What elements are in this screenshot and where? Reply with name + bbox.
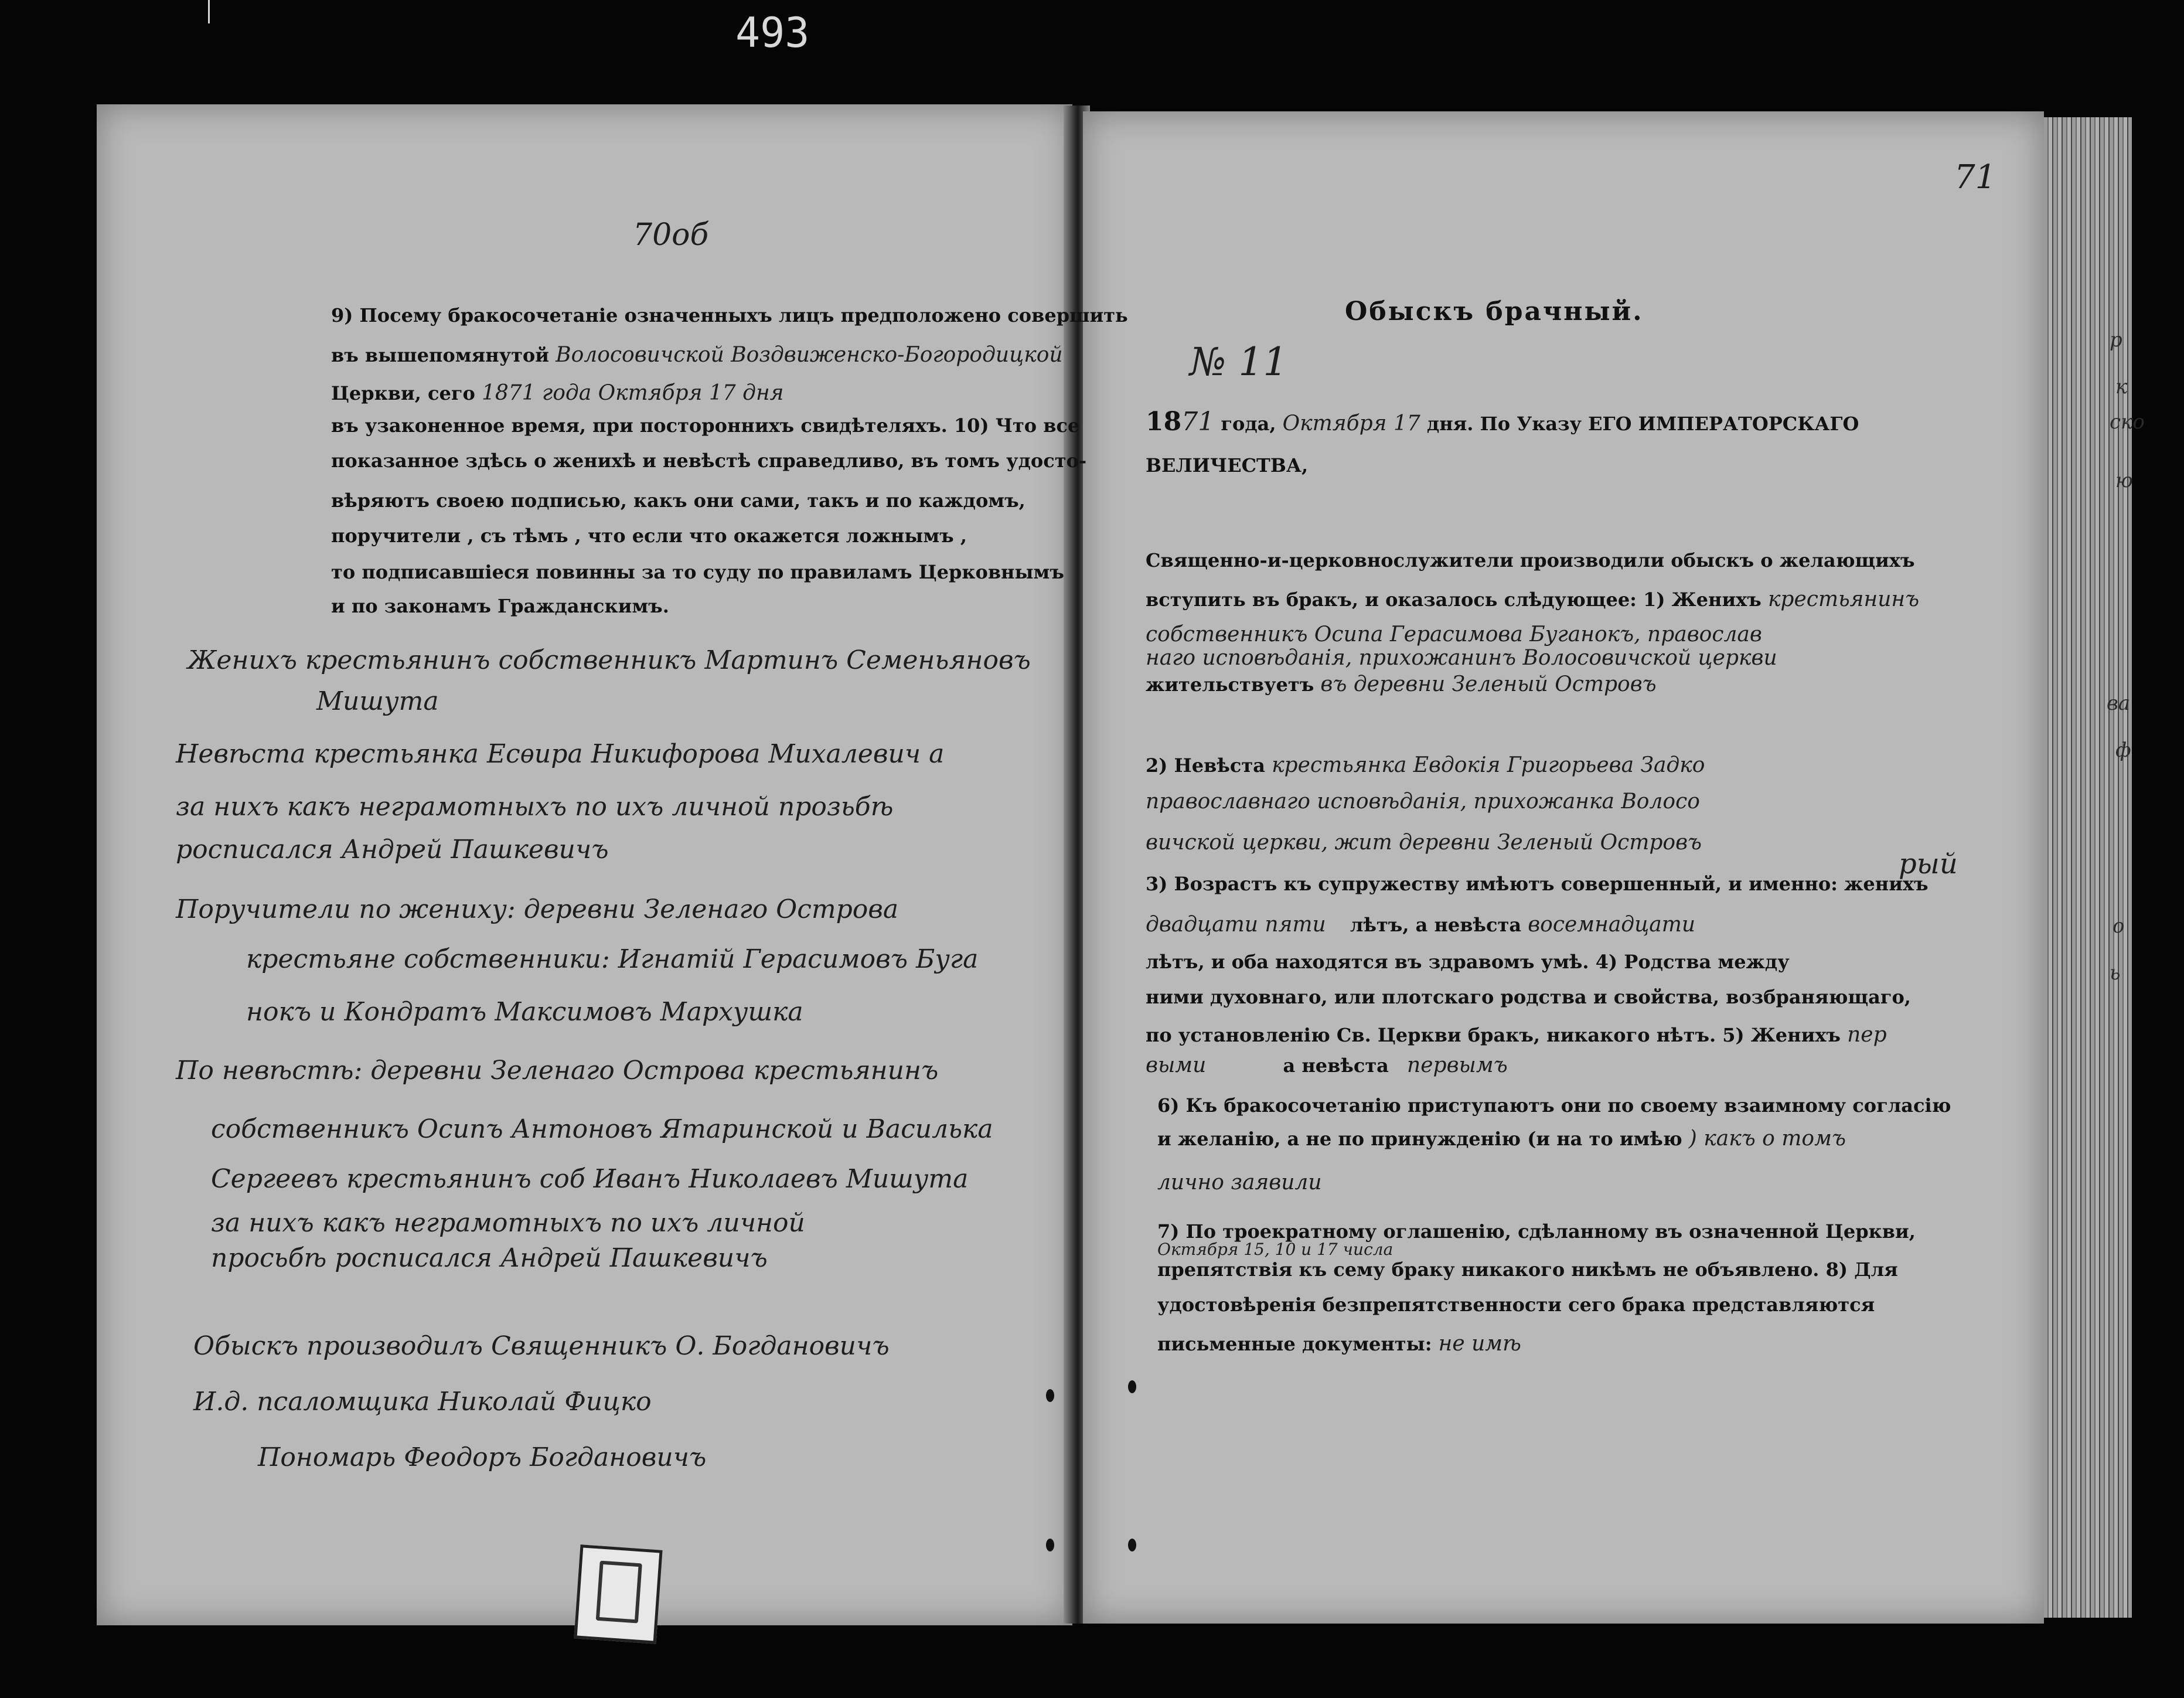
bride-details-line: православнаго исповѣданія, прихожанка Волосо	[1146, 790, 1700, 814]
groom-sureties-line: крестьяне собственники: Игнатій Герасимовъ Буга	[246, 944, 979, 974]
clause9-line4: въ узаконенное время, при постороннихъ свидѣтеляхъ. 10) Что все	[331, 414, 1080, 437]
edge-fragment: ю	[2115, 469, 2133, 492]
clause9-line5: показанное здѣсь о женихѣ и невѣстѣ справедливо, въ томъ удосто-	[331, 450, 1087, 472]
impediment-line: препятствія къ сему браку никакого никѣмъ не объявлено. 8) Для	[1157, 1258, 1898, 1281]
bride-details-line: вичской церкви, жит деревни Зеленый Островъ	[1146, 831, 1702, 855]
clause9-line6: вѣряютъ своею подписью, какъ они сами, такъ и по каждомъ,	[331, 489, 1025, 512]
binder-clip	[574, 1544, 662, 1644]
clause9-line2: въ вышепомянутой Волосовичской Воздвиженско-Богородицкой	[331, 343, 1063, 367]
groom-sureties-line: Поручители по жениху: деревни Зеленаго Острова	[176, 894, 899, 924]
clergy-signature: Обыскъ производилъ Священникъ О. Богдановичъ	[193, 1331, 890, 1361]
edge-fragment: ско	[2110, 410, 2145, 434]
binding-hole	[1046, 1539, 1054, 1551]
consent-line: 6) Къ бракосочетанію приступаютъ они по своему взаимному согласію	[1157, 1094, 1951, 1117]
archive-number: 493	[735, 9, 810, 57]
clause9-line1: 9) Посему бракосочетаніе означенныхъ лицъ предположено совершить	[331, 304, 1128, 326]
documents-line: удостовѣренія безпрепятственности сего брака представляются	[1157, 1294, 1875, 1316]
clergy-signature: И.д. псаломщика Николай Фицко	[193, 1387, 652, 1417]
groom-signature-line: Женихъ крестьянинъ собственникъ Мартинъ Семеньяновъ	[188, 645, 1031, 675]
bride-sureties-line: просьбѣ росписался Андрей Пашкевичъ	[211, 1243, 768, 1273]
edge-fragment: о	[2113, 914, 2125, 938]
margin-note: рый	[1899, 848, 1958, 880]
ages-line: двадцати пяти лѣтъ, а невѣста восемнадцати	[1146, 913, 1696, 937]
bride-sureties-line: По невѣстѣ: деревни Зеленаго Острова крестьянинъ	[176, 1056, 939, 1086]
kinship-line: ними духовнаго, или плотскаго родства и свойства, возбраняющаго,	[1146, 986, 1911, 1008]
margin-tick	[208, 0, 210, 23]
marry-line: вступить въ бракъ, и оказалось слѣдующее: 1) Женихъ крестьянинъ	[1146, 587, 1920, 611]
binding-hole	[1128, 1380, 1136, 1393]
edge-fragment: ва	[2107, 692, 2131, 715]
groom-details-line: собственникъ Осипа Герасимова Буганокъ, православ	[1146, 622, 1762, 646]
first-marriage-line: выми а невѣста первымъ	[1146, 1053, 1508, 1077]
clergy-signature: Пономарь Феодоръ Богдановичъ	[258, 1442, 707, 1472]
will-handwritten: лично заявили	[1157, 1170, 1322, 1195]
bride-signature-line: за нихъ какъ неграмотныхъ по ихъ личной прозьбѣ	[176, 792, 894, 822]
groom-signature-line: Мишута	[316, 686, 439, 716]
binding-hole	[1128, 1539, 1136, 1551]
document-title: Обыскъ брачный.	[1345, 297, 1644, 326]
groom-details-line: наго исповѣданія, прихожанинъ Волосовичской церкви	[1146, 646, 1777, 670]
clause9-line3: Церкви, сего 1871 года Октября 17 дня	[331, 381, 784, 405]
banns-dates: Октября 15, 10 и 17 числа	[1157, 1240, 1393, 1259]
binding-hole	[1046, 1389, 1054, 1402]
bride-signature-line: росписался Андрей Пашкевичъ	[176, 835, 609, 865]
left-sheet-number: 70об	[633, 217, 709, 253]
law-line: по установленію Св. Церкви бракъ, никакого нѣтъ. 5) Женихъ пер	[1146, 1023, 1887, 1047]
edge-fragment: р	[2110, 328, 2122, 352]
right-sheet-number: 71	[1954, 158, 1996, 196]
edge-fragment: ф	[2115, 739, 2131, 762]
bride-line: 2) Невѣста крестьянка Евдокія Григорьева Задко	[1146, 753, 1705, 777]
clause9-line8: то подписавшіеся повинны за то суду по правиламъ Церковнымъ	[331, 561, 1064, 583]
age-line: 3) Возрастъ къ супружеству имѣютъ совершенный, и именно: женихъ	[1146, 873, 1929, 895]
clergy-line: Священно-и-церковнослужители производили обыскъ о желающихъ	[1146, 549, 1915, 571]
groom-sureties-line: нокъ и Кондратъ Максимовъ Мархушка	[246, 997, 803, 1027]
bride-sureties-line: за нихъ какъ неграмотныхъ по ихъ личной	[211, 1208, 805, 1238]
record-number: № 11	[1190, 339, 1288, 384]
edge-fragment: к	[2115, 375, 2128, 399]
will-line: и желанію, а не по принужденію (и на то имѣю ) какъ о томъ	[1157, 1127, 1846, 1151]
residence-line: жительствуетъ въ деревни Зеленый Островъ	[1146, 672, 1657, 696]
banns-line: 7) По троекратному оглашенію, сдѣланному въ означенной Церкви,	[1157, 1220, 1916, 1243]
bride-sureties-line: Сергеевъ крестьянинъ соб Иванъ Николаевъ Мишута	[211, 1164, 969, 1194]
edge-fragment: ь	[2110, 961, 2121, 985]
bride-signature-line: Невѣста крестьянка Есѳира Никифорова Михалевич а	[176, 739, 945, 769]
health-line: лѣтъ, и оба находятся въ здравомъ умѣ. 4) Родства между	[1146, 951, 1790, 973]
majesty-line: ВЕЛИЧЕСТВА,	[1146, 454, 1309, 477]
bride-sureties-line: собственникъ Осипъ Антоновъ Ятаринской и Василька	[211, 1114, 993, 1144]
clause9-line7: поручители , съ тѣмъ , что если что окажется ложнымъ ,	[331, 525, 967, 547]
clause9-line9: и по законамъ Гражданскимъ.	[331, 595, 669, 617]
date-line: 1871 года, Октября 17 дня. По Указу ЕГО ИМПЕРАТОРСКАГО	[1146, 407, 1859, 437]
written-docs-line: письменные документы: не имѣ	[1157, 1332, 1521, 1356]
